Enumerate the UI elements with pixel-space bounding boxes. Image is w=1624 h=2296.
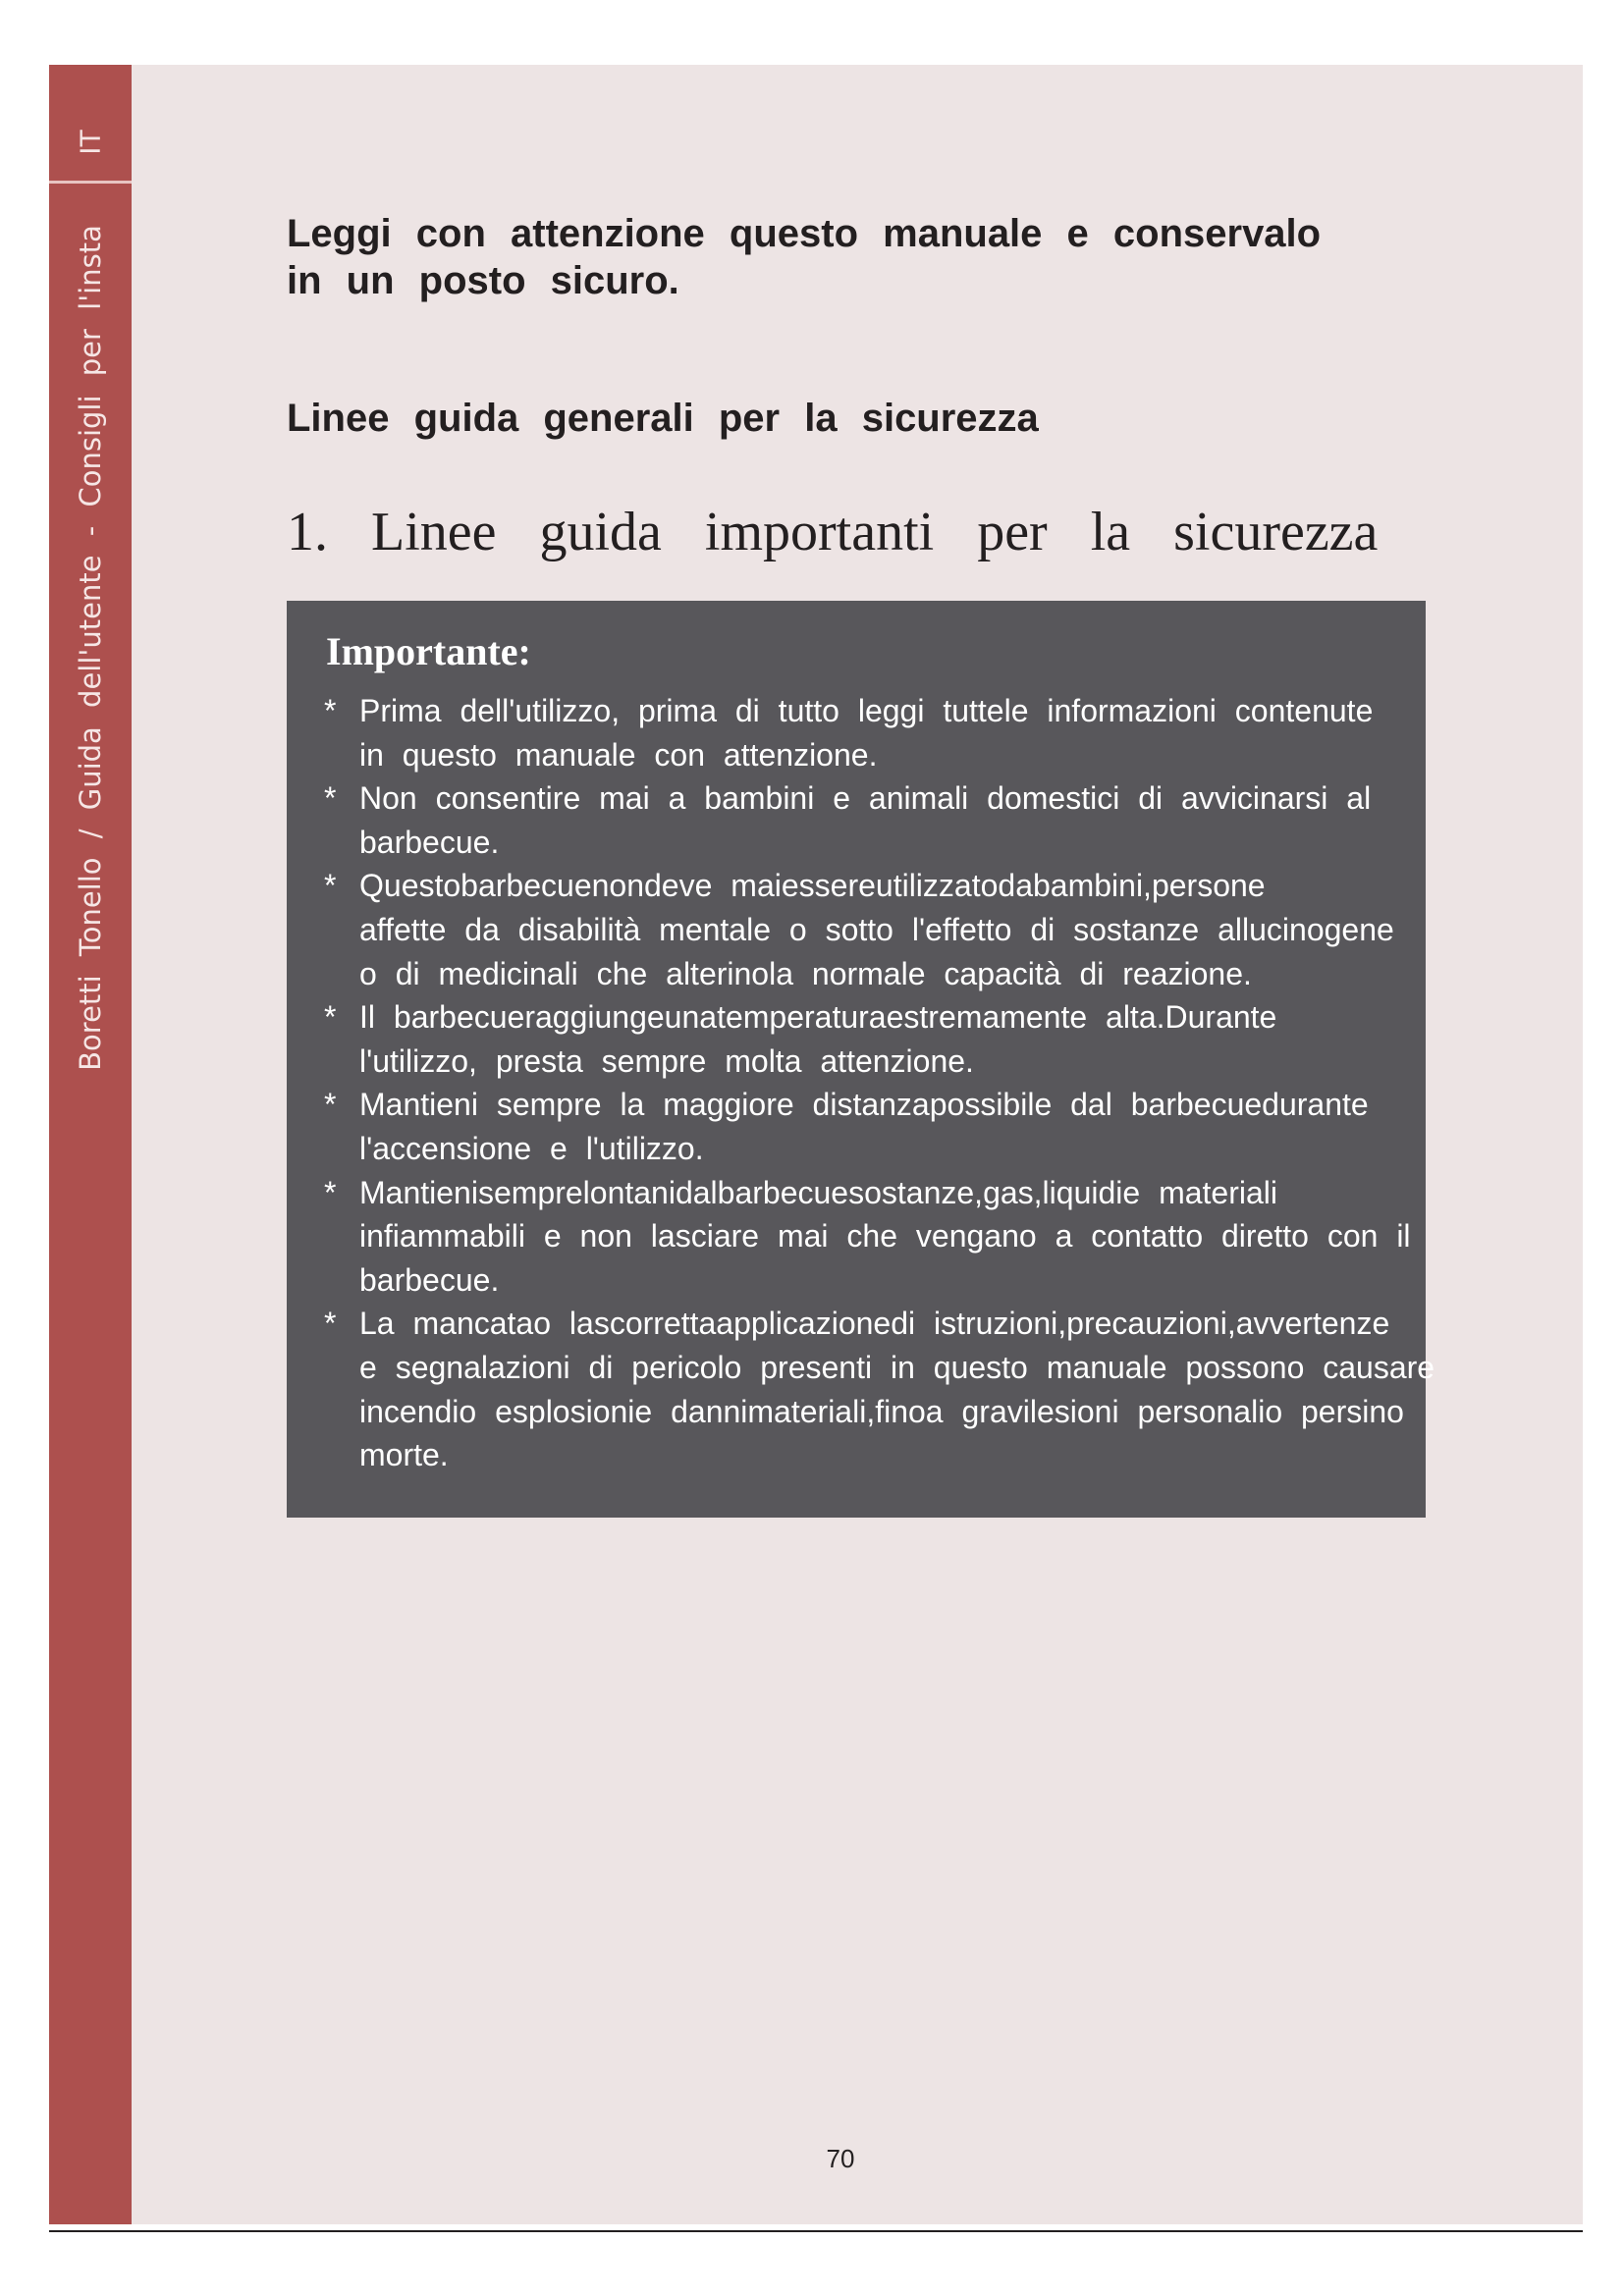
- bullet-star: *: [324, 999, 337, 1036]
- item-line: barbecue.: [359, 1261, 500, 1298]
- intro-line-2: in un posto sicuro.: [287, 259, 679, 302]
- item-line: La mancatao lascorrettaapplicazionedi istruzioni,precauzioni,avvertenze: [359, 1306, 1390, 1342]
- sidebar-language-label: IT: [74, 130, 107, 155]
- item-line: Questobarbecuenondeve maiessereutilizzatodabambini,persone: [359, 868, 1266, 904]
- bullet-star: *: [324, 1174, 337, 1210]
- bullet-star: *: [324, 1306, 337, 1342]
- item-line: l'utilizzo, presta sempre molta attenzione.: [359, 1042, 974, 1079]
- item-line: Mantieni sempre la maggiore distanzapossibile dal barbecuedurante: [359, 1087, 1369, 1123]
- intro-line-1: Leggi con attenzione questo manuale e conservalo: [287, 212, 1322, 255]
- page-heading: 1. Linee guida importanti per la sicurezza: [287, 502, 1379, 562]
- item-line: l'accensione e l'utilizzo.: [359, 1130, 704, 1166]
- section-title: Linee guida generali per la sicurezza: [287, 397, 1039, 440]
- intro-text: [287, 210, 1426, 304]
- item-line: morte.: [359, 1437, 449, 1473]
- item-line: Mantienisemprelontanidalbarbecuesostanze,gas,liquidie materiali: [359, 1174, 1277, 1210]
- item-line: Non consentire mai a bambini e animali domestici di avvicinarsi al: [359, 780, 1372, 817]
- list-item: [324, 689, 1551, 776]
- sidebar-divider: [49, 181, 132, 184]
- important-list: [324, 689, 1551, 1477]
- item-line: barbecue.: [359, 824, 500, 860]
- item-line: Prima dell'utilizzo, prima di tutto leggi tuttele informazioni contenute: [359, 693, 1374, 728]
- item-line: in questo manuale con attenzione.: [359, 736, 878, 773]
- bullet-star: *: [324, 1087, 337, 1123]
- item-line: incendio esplosionie dannimateriali,finoa gravilesioni personalio persino: [359, 1393, 1404, 1429]
- list-item: [324, 1171, 1551, 1303]
- item-line: e segnalazioni di pericolo presenti in questo manuale possono causare: [359, 1349, 1435, 1385]
- list-item: [324, 1083, 1551, 1170]
- sidebar-running-title: Boretti Tonello / Guida dell'utente - Consigli per l'insta: [74, 225, 107, 1071]
- list-item: [324, 864, 1551, 995]
- bullet-star: *: [324, 868, 337, 904]
- page-number: 70: [826, 2144, 855, 2173]
- list-item: [324, 995, 1551, 1083]
- bullet-star: *: [324, 693, 337, 728]
- list-item: [324, 776, 1551, 864]
- item-line: Il barbecueraggiungeunatemperaturaestremamente alta.Durante: [359, 999, 1277, 1036]
- item-line: o di medicinali che alterinola normale capacità di reazione.: [359, 955, 1252, 991]
- important-box-title: Importante:: [326, 629, 531, 673]
- list-item: [324, 1302, 1551, 1476]
- bullet-star: *: [324, 780, 337, 817]
- item-line: affette da disabilità mentale o sotto l'effetto di sostanze allucinogene: [359, 911, 1394, 947]
- bottom-rule: [49, 2230, 1583, 2232]
- item-line: infiammabili e non lasciare mai che vengano a contatto diretto con il: [359, 1218, 1411, 1255]
